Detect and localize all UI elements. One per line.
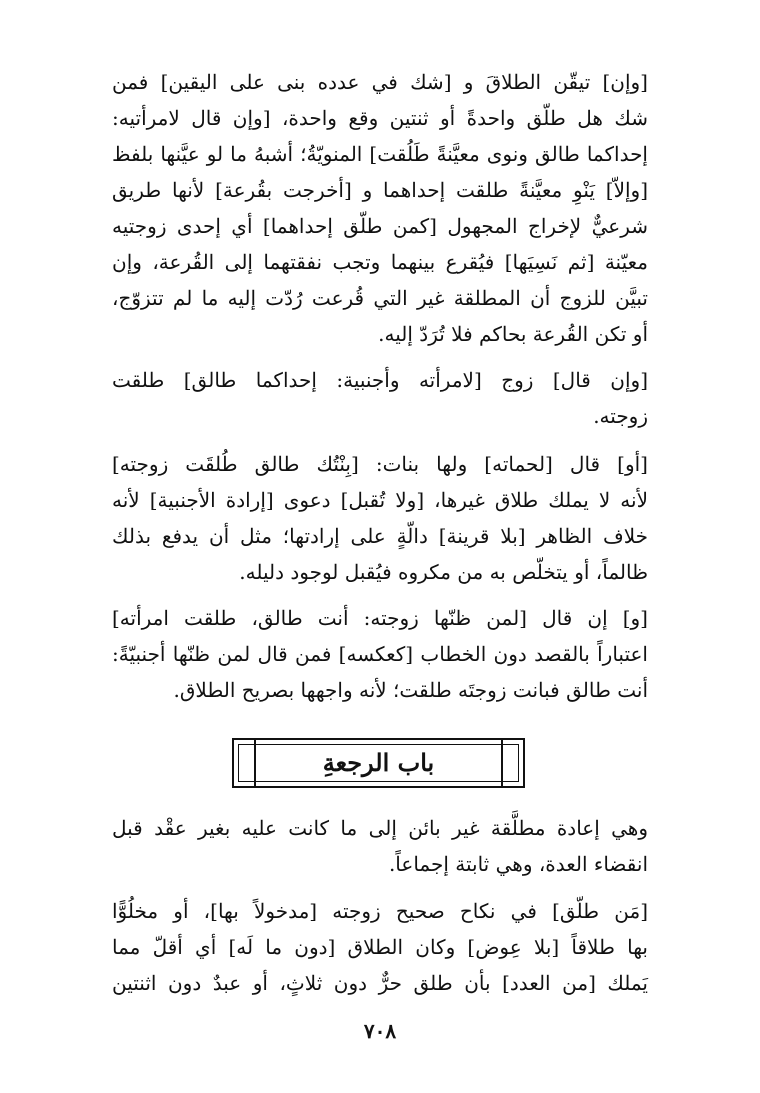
chapter-heading-frame <box>232 738 525 788</box>
chapter-heading: باب الرجعةِ <box>322 748 435 777</box>
text-line: اعتباراً بالقصد دون الخطاب [كعكسه] فمن قال لمن ظنّها أجنبيّةً: <box>112 642 648 666</box>
text-line: بها طلاقاً [بلا عِوض] وكان الطلاق [دون ما لَه] أي أقلّ مما <box>112 935 648 959</box>
text-line: شرعيٌّ لإخراج المجهول [كمن طلّق إحداهما] أي إحدى زوجتيه <box>112 214 648 238</box>
text-line: زوجته. <box>593 404 648 428</box>
text-line: معيّنة [ثم نَسِيَها] فيُقرع بينهما وتجب نفقتهما إلى القُرعة، وإن <box>112 250 648 274</box>
text-line: [وإن قال] زوج [لامرأته وأجنبية: إحداكما طالق] طلقت <box>112 368 648 392</box>
text-line: أو تكن القُرعة بحاكم فلا تُرَدّ إليه. <box>378 322 648 346</box>
text-line: لأنه لا يملك طلاق غيرها، [ولا تُقبل] دعوى [إرادة الأجنبية] لأنه <box>112 488 648 512</box>
text-line: [أو] قال [لحماته] ولها بنات: [بِنْتُك طالق طُلقَت زوجته] <box>112 452 648 476</box>
text-line: خلاف الظاهر [بلا قرينة] دالّةٍ على إرادتها؛ مثل أن يدفع بذلك <box>112 524 648 548</box>
text-line: إحداكما طالق ونوى معيَّنةً طَلُقت] المنويّةُ؛ أشبهُ ما لو عيَّنها بلفظ <box>112 142 648 166</box>
text-line: شك هل طلّق واحدةً أو ثنتين وقع واحدة، [وإن قال لامرأتيه: <box>112 106 648 130</box>
page-number: ٧٠٨ <box>363 1019 397 1043</box>
text-line: ظالماً، أو يتخلّص به من مكروه فيُقبل لوجود دليله. <box>239 560 648 584</box>
text-line: تبيَّن للزوج أن المطلقة غير التي قُرعت رُدّت إليه ما لم تتزوّج، <box>112 286 648 310</box>
text-line: [وإلاّ] يَنْوِ معيَّنةً طلقت إحداهما و [أخرجت بقُرعة] لأنها طريق <box>112 178 648 202</box>
text-line: أنت طالق فبانت زوجتَه طلقت؛ لأنه واجهها بصريح الطلاق. <box>173 678 648 702</box>
text-line: انقضاء العدة، وهي ثابتة إجماعاً. <box>388 852 648 876</box>
text-line: [وإن] تيقّن الطلاقَ و [شك في عدده بنى على اليقين] فمن <box>112 70 648 94</box>
text-line: [مَن طلّق] في نكاح صحيح زوجته [مدخولاً بها]، أو مخلُوًّا <box>112 899 648 923</box>
text-line: وهي إعادة مطلَّقة غير بائن إلى ما كانت عليه بغير عقْد قبل <box>112 816 648 840</box>
text-line: يَملك [من العدد] بأن طلق حرٌّ دون ثلاثٍ، أو عبدٌ دون اثنتين <box>112 971 648 995</box>
text-line: [و] إن قال [لمن ظنّها زوجته: أنت طالق، طلقت امرأته] <box>112 606 648 630</box>
